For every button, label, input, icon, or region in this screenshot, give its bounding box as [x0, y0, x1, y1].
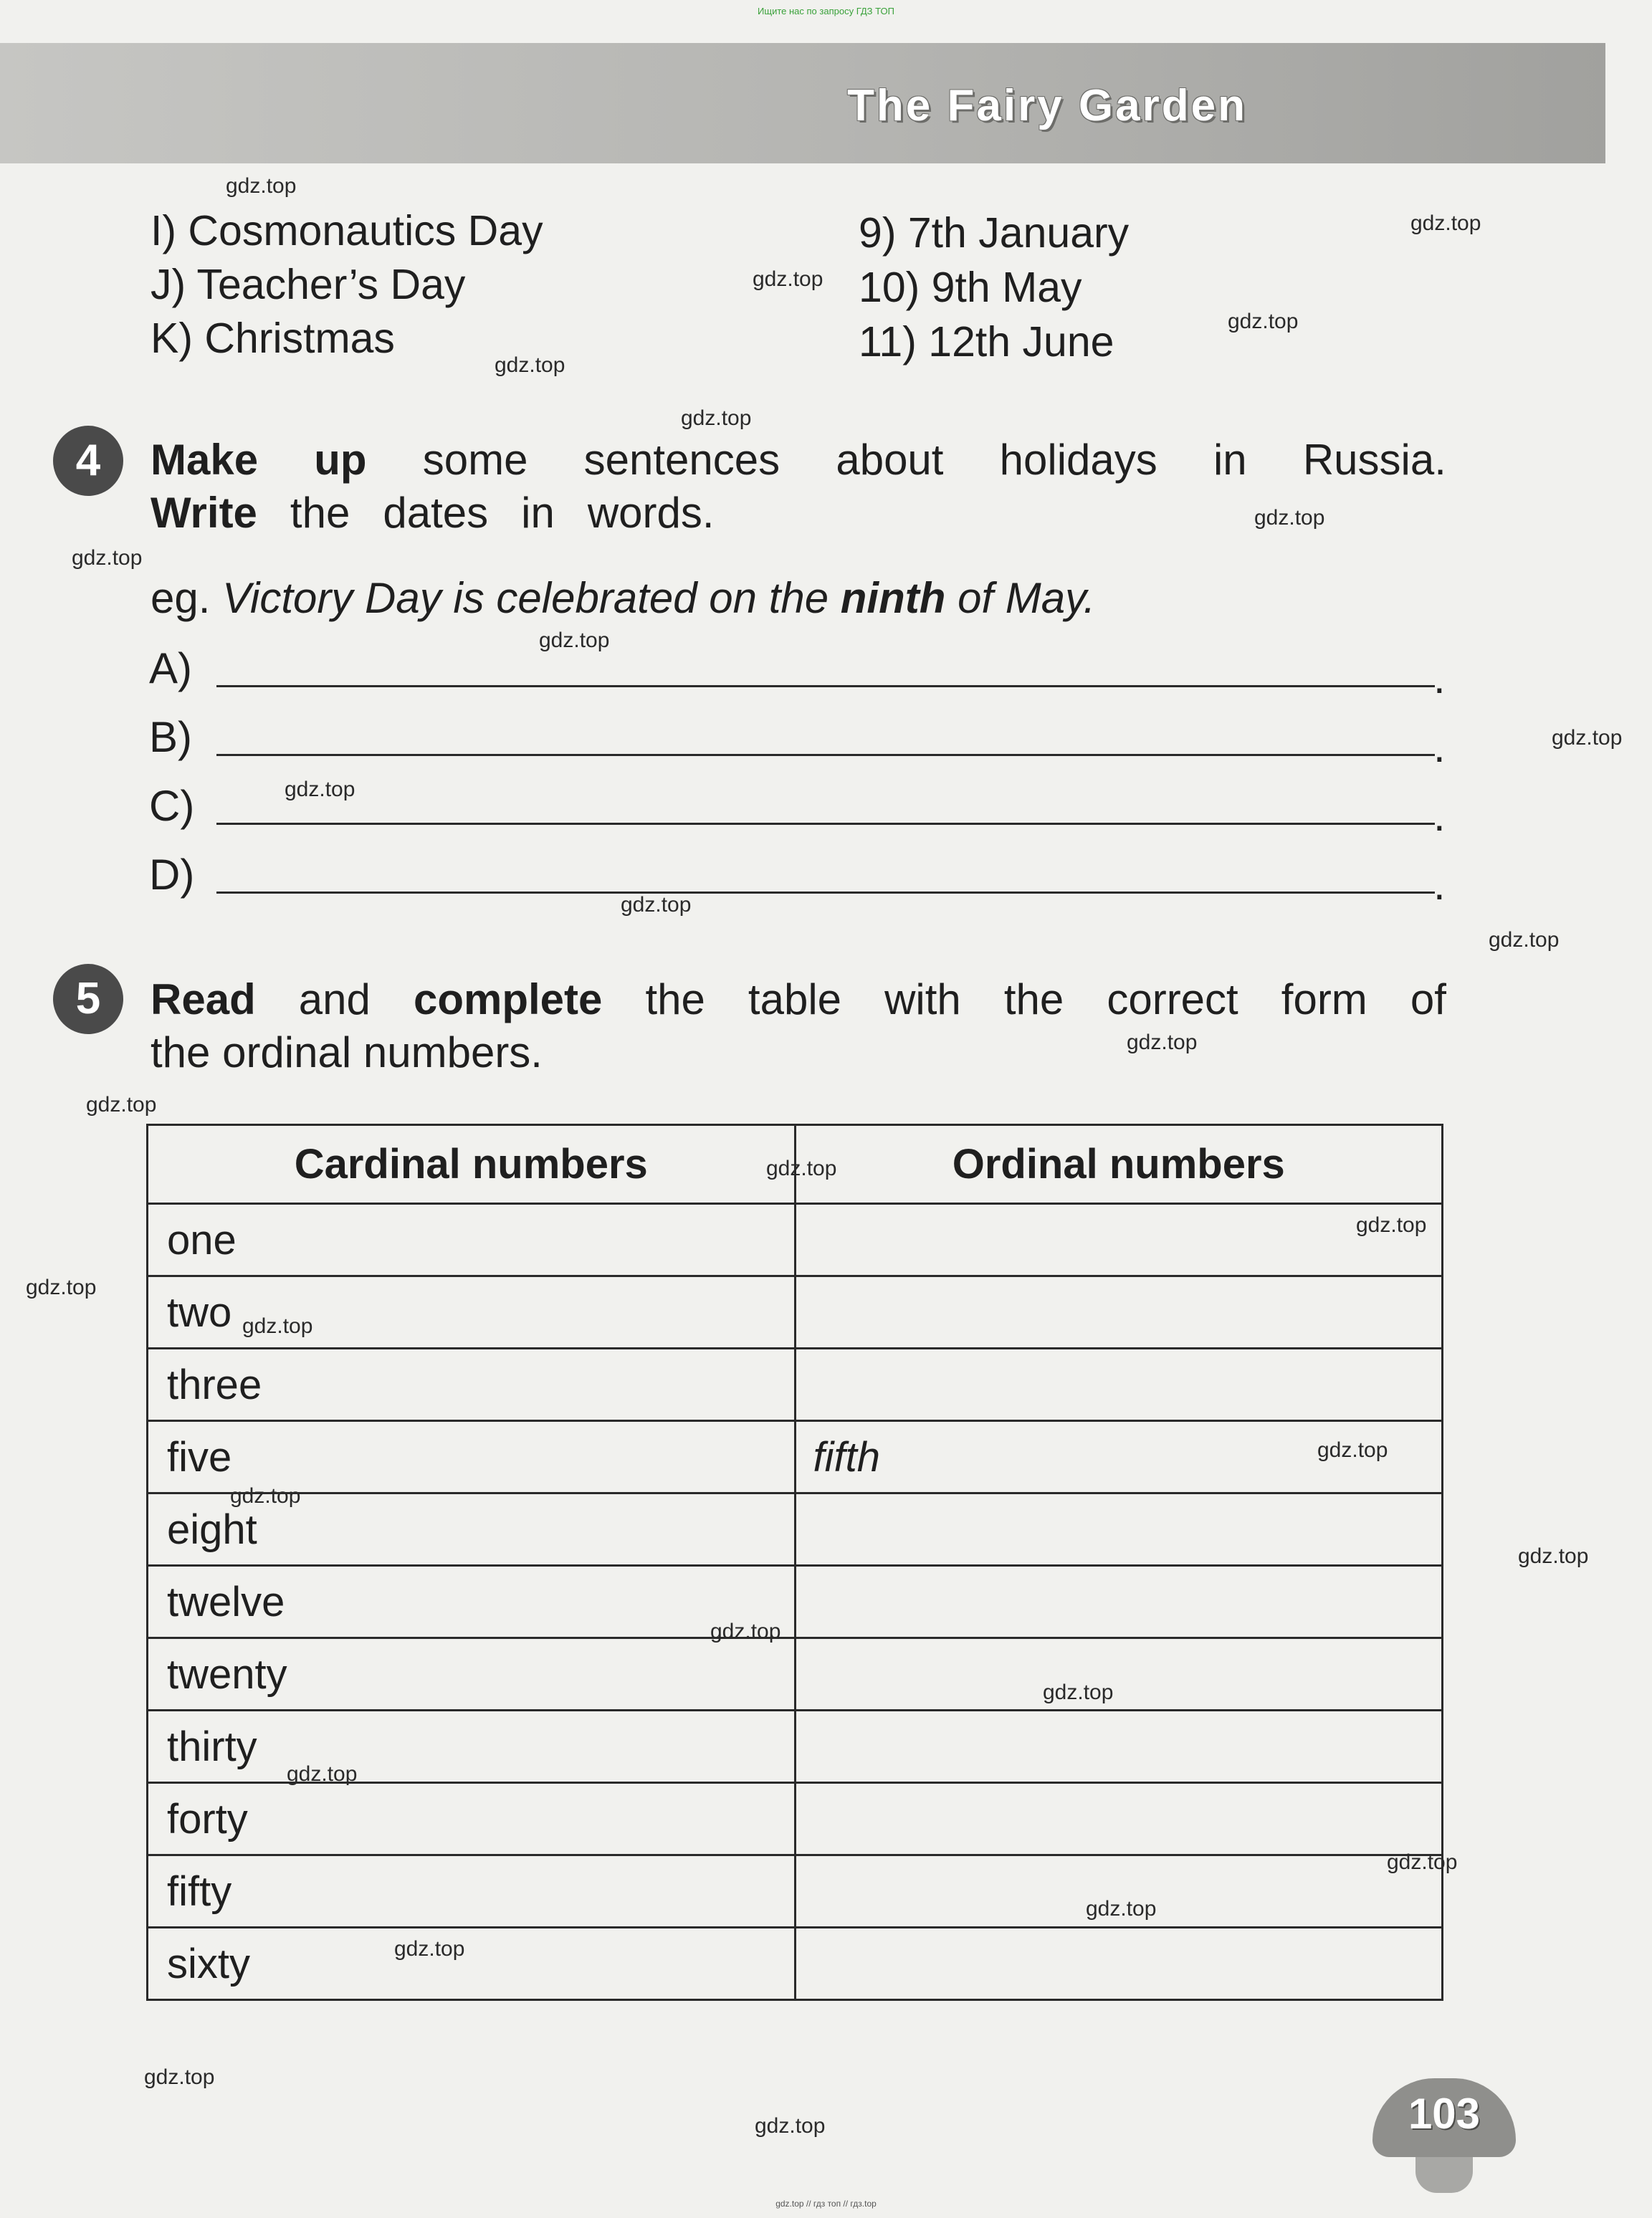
watermark: gdz.top — [1317, 1438, 1388, 1462]
answer-period-a: . — [1433, 654, 1446, 702]
word: with — [884, 975, 961, 1023]
ordinal-cell[interactable] — [795, 1349, 1443, 1421]
watermark: gdz.top — [1518, 1544, 1589, 1568]
word: in — [1213, 436, 1247, 484]
header-band — [0, 43, 1605, 163]
example-text-before: Victory Day is celebrated on the — [222, 574, 829, 622]
task-4-line-2 — [151, 487, 1446, 540]
word: Write — [151, 489, 257, 537]
page-number: 103 — [1408, 2090, 1481, 2138]
word: words. — [587, 489, 715, 537]
table-row — [148, 1276, 1443, 1349]
watermark: gdz.top — [72, 546, 143, 570]
word: dates — [383, 489, 489, 537]
watermark: gdz.top — [26, 1276, 97, 1299]
header-cardinal: Cardinal numbers — [148, 1125, 796, 1204]
answer-label-c: C) — [149, 782, 195, 830]
match-right-11: 11) 12th June — [859, 318, 1114, 365]
ordinal-cell[interactable] — [795, 1276, 1443, 1349]
table-row — [148, 1421, 1443, 1493]
task-5-badge: 5 — [53, 964, 123, 1034]
word: and — [298, 975, 371, 1023]
watermark: gdz.top — [1254, 506, 1325, 530]
match-right-9: 9) 7th January — [859, 209, 1130, 257]
cardinal-cell: thirty — [148, 1711, 796, 1783]
ordinal-cell[interactable]: fifth — [795, 1421, 1443, 1493]
cardinal-cell: twelve — [148, 1566, 796, 1638]
match-left-j: J) Teacher’s Day — [151, 261, 466, 308]
ordinal-cell[interactable] — [795, 1711, 1443, 1783]
answer-line-d[interactable] — [216, 891, 1435, 894]
ordinal-cell[interactable] — [795, 1204, 1443, 1276]
watermark: gdz.top — [144, 2065, 215, 2089]
watermark: gdz.top — [285, 778, 355, 801]
word: Read — [151, 975, 256, 1023]
answer-line-c[interactable] — [216, 823, 1435, 825]
watermark: gdz.top — [1356, 1213, 1427, 1237]
task-4-instruction — [151, 434, 1446, 540]
word: in — [521, 489, 555, 537]
task-5-instruction — [151, 973, 1446, 1079]
watermark: gdz.top — [394, 1937, 465, 1961]
word: of — [1410, 975, 1446, 1023]
table-row — [148, 1204, 1443, 1276]
word: some — [422, 436, 528, 484]
header-ordinal: Ordinal numbers — [795, 1125, 1443, 1204]
example-sentence — [151, 573, 1095, 623]
cardinal-cell: five — [148, 1421, 796, 1493]
watermark: gdz.top — [755, 2114, 826, 2138]
watermark: gdz.top — [1410, 211, 1481, 235]
task-5-line-1 — [151, 973, 1446, 1026]
watermark: gdz.top — [1043, 1681, 1114, 1704]
word: sentences — [583, 436, 780, 484]
task-5-line-2: the ordinal numbers. — [151, 1028, 543, 1076]
answer-label-a: A) — [149, 644, 192, 692]
watermark: gdz.top — [495, 353, 565, 377]
word: Make — [151, 436, 259, 484]
ordinal-cell[interactable] — [795, 1783, 1443, 1855]
cardinal-cell: twenty — [148, 1638, 796, 1711]
watermark: gdz.top — [1489, 928, 1560, 952]
word: about — [836, 436, 944, 484]
watermark: gdz.top — [710, 1620, 781, 1643]
word: form — [1281, 975, 1367, 1023]
table-row — [148, 1855, 1443, 1928]
match-left-i: I) Cosmonautics Day — [151, 207, 543, 254]
answer-period-b: . — [1433, 723, 1446, 771]
example-prefix: eg. — [151, 574, 211, 622]
bottom-note: gdz.top // гдз топ // гдз.top — [775, 2199, 877, 2209]
watermark: gdz.top — [287, 1762, 358, 1786]
word: table — [748, 975, 842, 1023]
answer-label-d: D) — [149, 851, 195, 899]
watermark: gdz.top — [1086, 1897, 1157, 1921]
watermark: gdz.top — [621, 893, 692, 917]
cardinal-cell: eight — [148, 1493, 796, 1566]
watermark: gdz.top — [230, 1484, 301, 1508]
word: up — [314, 436, 367, 484]
word: complete — [413, 975, 603, 1023]
cardinal-cell: sixty — [148, 1928, 796, 2000]
table-row — [148, 1566, 1443, 1638]
word: correct — [1107, 975, 1238, 1023]
watermark: gdz.top — [1127, 1031, 1198, 1054]
example-bold-word: ninth — [840, 574, 946, 622]
watermark: gdz.top — [86, 1093, 157, 1117]
ordinal-numbers-table — [146, 1124, 1443, 2001]
watermark: gdz.top — [1387, 1850, 1458, 1874]
ordinal-cell[interactable] — [795, 1928, 1443, 2000]
page-title: The Fairy Garden — [847, 81, 1247, 130]
watermark: gdz.top — [1228, 310, 1299, 333]
ordinal-cell[interactable] — [795, 1493, 1443, 1566]
cardinal-cell: fifty — [148, 1855, 796, 1928]
watermark: gdz.top — [539, 628, 610, 652]
watermark: gdz.top — [753, 267, 823, 291]
answer-period-d: . — [1433, 861, 1446, 909]
match-left-k: K) Christmas — [151, 315, 395, 362]
answer-line-a[interactable] — [216, 685, 1435, 687]
example-text-after: of May. — [958, 574, 1096, 622]
word: the — [645, 975, 705, 1023]
cardinal-cell: two — [148, 1276, 796, 1349]
ordinal-cell[interactable] — [795, 1638, 1443, 1711]
answer-period-c: . — [1433, 792, 1446, 840]
table-row — [148, 1493, 1443, 1566]
watermark: gdz.top — [766, 1157, 837, 1180]
task-4-badge: 4 — [53, 426, 123, 496]
table-row — [148, 1783, 1443, 1855]
word: holidays — [999, 436, 1157, 484]
task-4-line-1 — [151, 434, 1446, 487]
top-note: Ищите нас по запросу ГДЗ ТОП — [758, 6, 894, 16]
ordinal-cell[interactable] — [795, 1566, 1443, 1638]
watermark: gdz.top — [1552, 726, 1623, 750]
match-right-10: 10) 9th May — [859, 264, 1082, 311]
watermark: gdz.top — [226, 174, 297, 198]
cardinal-cell: forty — [148, 1783, 796, 1855]
cardinal-cell: one — [148, 1204, 796, 1276]
table-row — [148, 1638, 1443, 1711]
table-row — [148, 1928, 1443, 2000]
word: the — [290, 489, 350, 537]
answer-line-b[interactable] — [216, 754, 1435, 756]
answer-label-b: B) — [149, 713, 192, 761]
table-row — [148, 1349, 1443, 1421]
cardinal-cell: three — [148, 1349, 796, 1421]
watermark: gdz.top — [242, 1314, 313, 1338]
word: Russia. — [1302, 436, 1446, 484]
watermark: gdz.top — [681, 406, 752, 430]
word: the — [1003, 975, 1064, 1023]
